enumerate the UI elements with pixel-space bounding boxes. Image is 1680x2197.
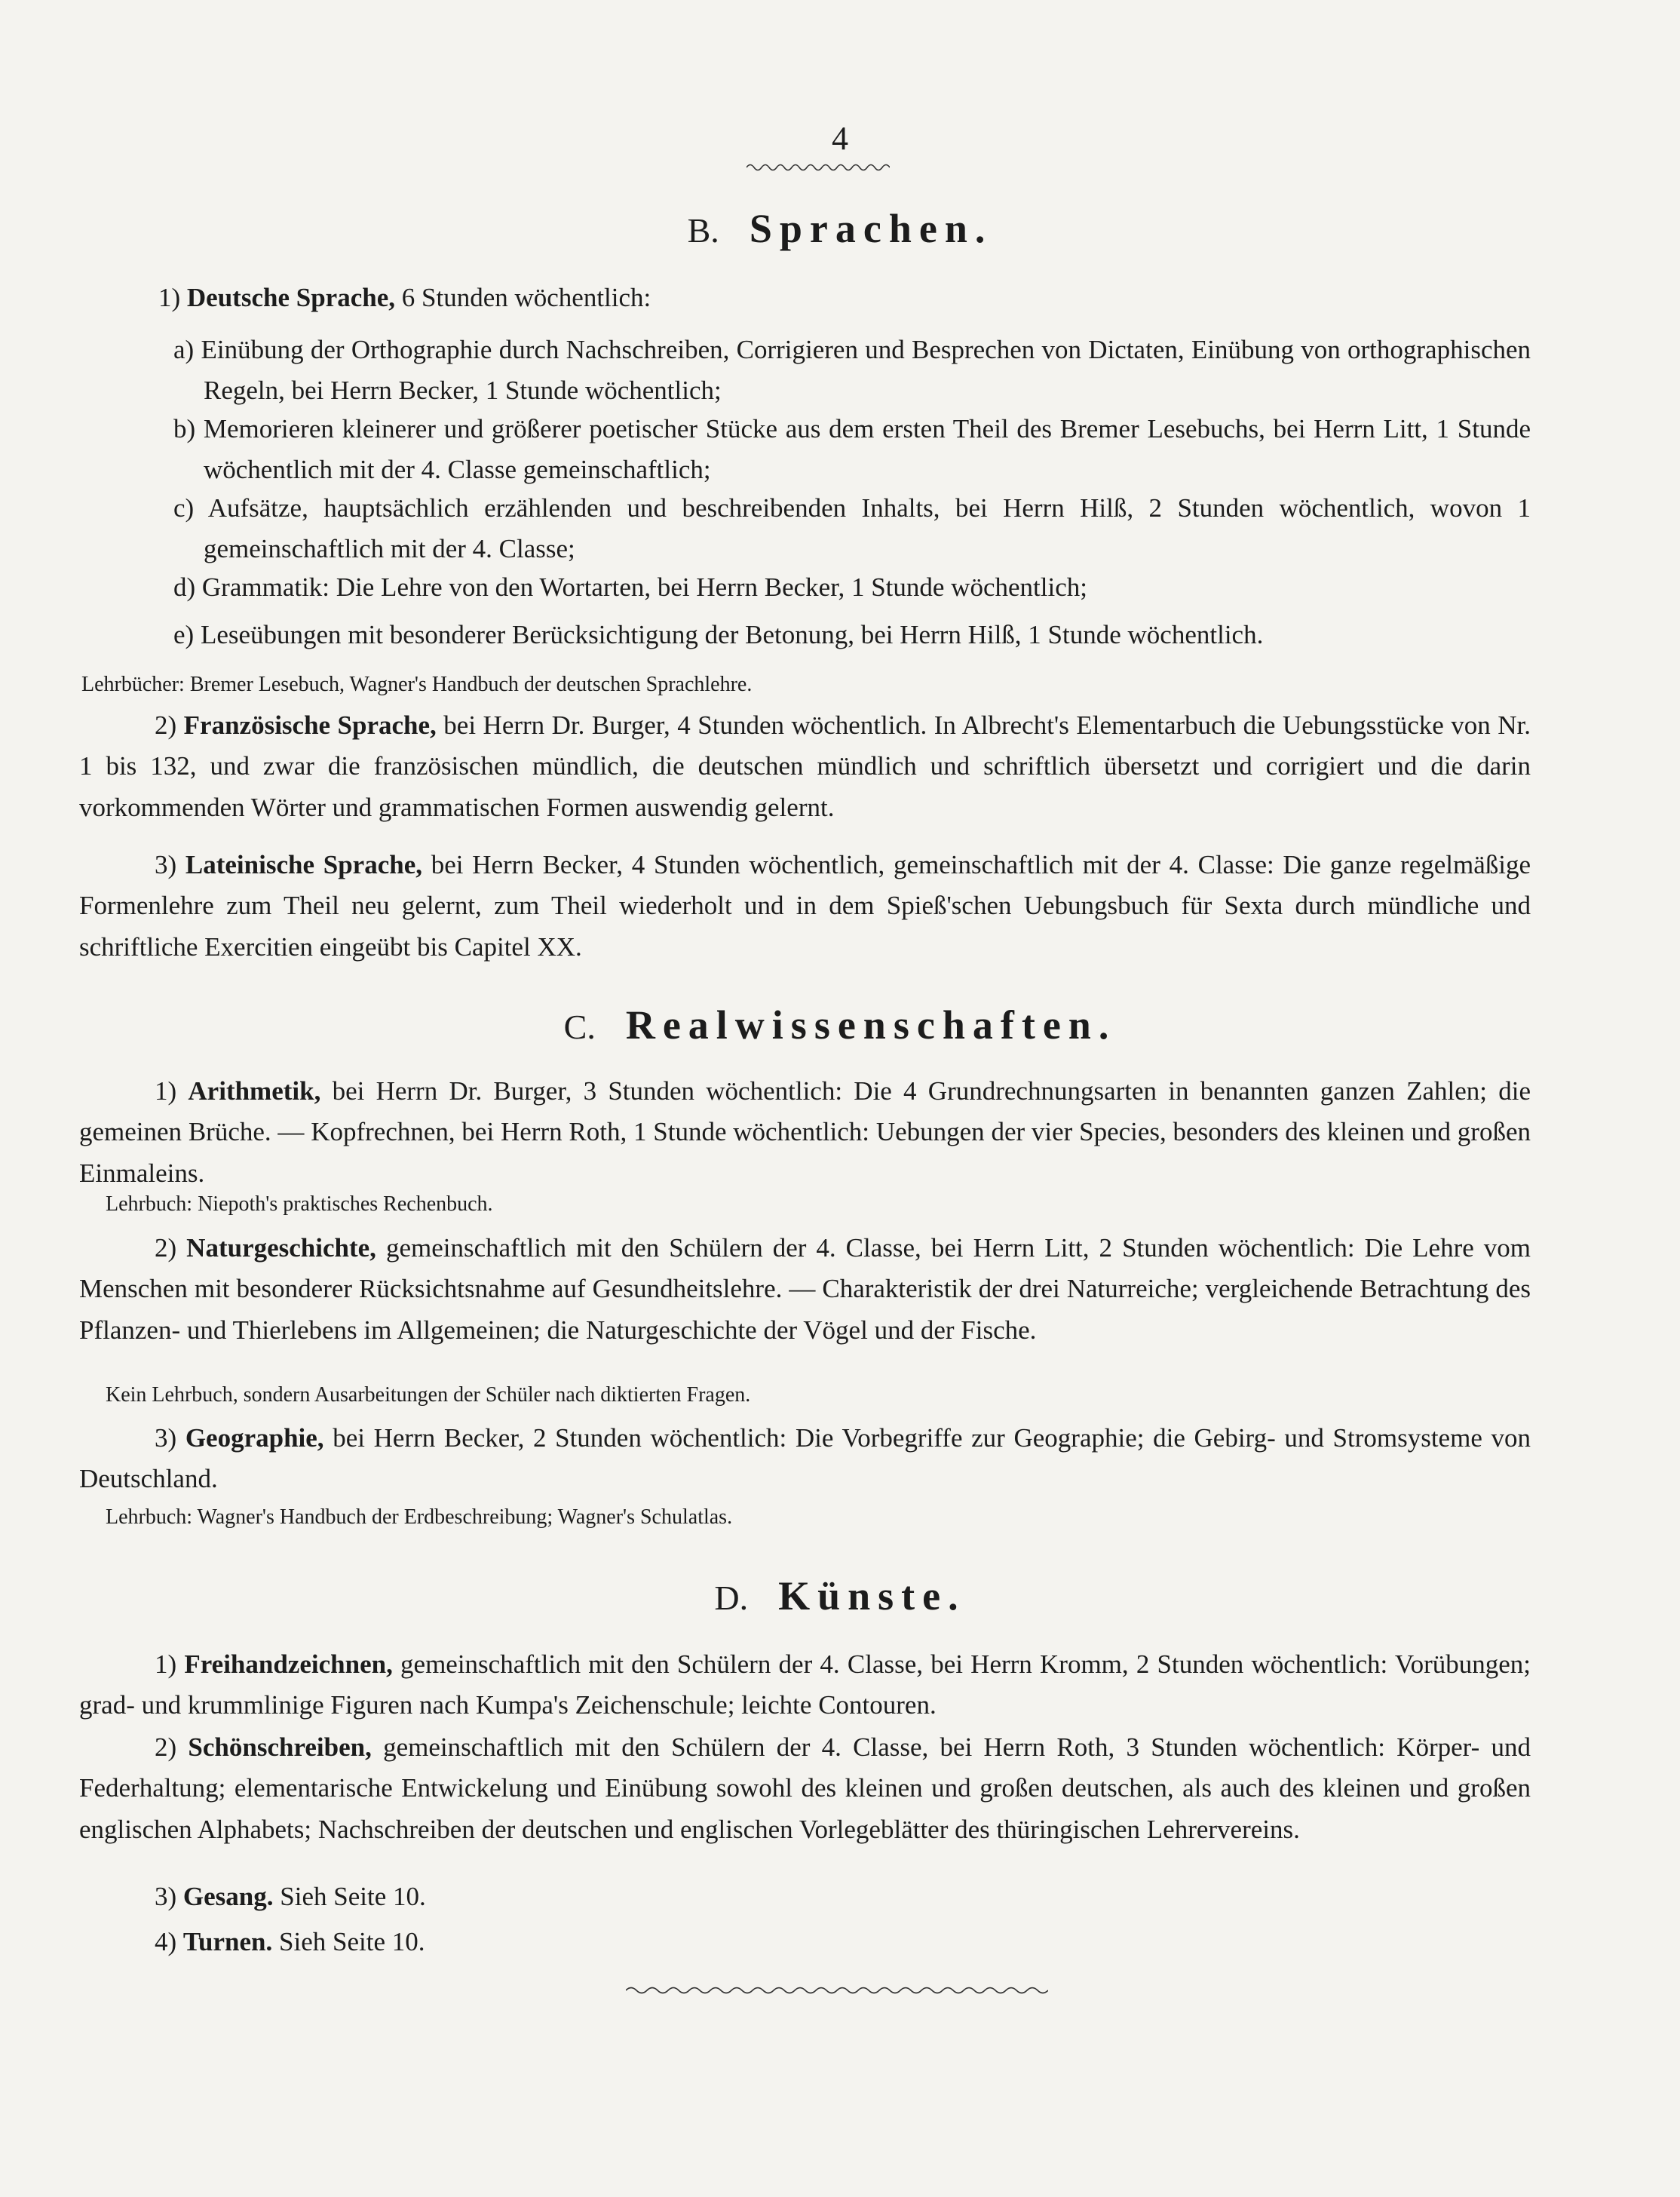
item-text: gemeinschaftlich mit den Schülern der 4. Classe, bei Herrn Litt, 2 Stunden wöchentlich: Die Lehre vom Menschen mit besonderer Rücksichtsnahme auf Gesundheitslehre. — Charakteristik der drei Naturreiche; vergleichende Betrachtung des Pflanzen- und Thierlebens im Allgemeinen; die Naturgeschichte der Vögel und der Fische. (79, 1233, 1531, 1345)
item-heading: Naturgeschichte, (186, 1233, 376, 1263)
item-number: 1) (155, 1649, 177, 1679)
item-franzoesische-sprache (79, 705, 1531, 828)
section-heading-d (0, 1565, 1680, 1628)
ornament-rule (746, 162, 890, 173)
item-text: 6 Stunden wöchentlich: (395, 283, 651, 312)
sub-label: b) (173, 414, 196, 443)
item-number: 2) (155, 710, 177, 740)
item-heading: Deutsche Sprache, (186, 283, 395, 312)
item-number: 2) (155, 1732, 177, 1762)
item-text: gemeinschaftlich mit den Schülern der 4. Classe, bei Herrn Roth, 3 Stunden wöchentlich: Körper- und Federhaltung; elementarische Entwickelung und Einübung sowohl des kleinen und großen deutschen, als auch des kleinen und großen englischen Alphabets; Nachschreiben der deutschen und englischen Vorlegeblätter des thüringischen Lehrervereins. (79, 1732, 1531, 1844)
section-letter: C. (563, 1008, 596, 1046)
item-freihandzeichnen (79, 1644, 1531, 1726)
section-title: Künste. (778, 1573, 966, 1619)
item-number: 3) (155, 1882, 177, 1911)
item-deutsche-sprache (158, 278, 1610, 318)
closing-ornament-rule (626, 1985, 1048, 1996)
page-number: 4 (832, 120, 848, 157)
sub-label: e) (173, 620, 195, 649)
sub-text: Einübung der Orthographie durch Nachschreiben, Corrigieren und Besprechen von Dictaten, Einübung von orthographischen Regeln, bei Herrn Becker, 1 Stunde wöchentlich; (201, 335, 1531, 406)
sub-text: Leseübungen mit besonderer Berücksichtigung der Betonung, bei Herrn Hilß, 1 Stunde wöchentlich. (200, 620, 1264, 649)
item-text: Sieh Seite 10. (272, 1927, 425, 1956)
item-text: bei Herrn Dr. Burger, 3 Stunden wöchentlich: Die 4 Grundrechnungsarten in benannten ganzen Zahlen; die gemeinen Brüche. — Kopfrechnen, bei Herrn Roth, 1 Stunde wöchentlich: Uebungen der vier Species, besonders des kleinen und großen Einmaleins. (79, 1076, 1531, 1188)
sub-label: d) (173, 572, 196, 602)
sub-item-e (173, 615, 1531, 655)
item-heading: Gesang. (182, 1882, 274, 1911)
sub-text: Grammatik: Die Lehre von den Wortarten, bei Herrn Becker, 1 Stunde wöchentlich; (201, 572, 1087, 602)
section-letter: B. (687, 211, 719, 250)
item-heading: Arithmetik, (188, 1076, 321, 1106)
item-turnen (79, 1922, 1531, 1962)
sub-item-c (173, 488, 1531, 570)
textbooks-deutsch: Lehrbücher: Bremer Lesebuch, Wagner's Handbuch der deutschen Sprachlehre. (81, 673, 753, 696)
textbook-arithmetik: Lehrbuch: Niepoth's praktisches Rechenbuch. (106, 1192, 493, 1216)
item-heading: Schönschreiben, (188, 1732, 372, 1762)
item-heading: Geographie, (185, 1423, 324, 1453)
item-text: bei Herrn Dr. Burger, 4 Stunden wöchentlich. In Albrecht's Elementarbuch die Uebungsstücke von Nr. 1 bis 132, und zwar die französischen mündlich, die deutschen mündlich und schriftlich übersetzt und corrigiert und die darin vorkommenden Wörter und grammatischen Formen auswendig gelernt. (79, 710, 1531, 822)
item-text: Sieh Seite 10. (273, 1882, 426, 1911)
item-heading: Lateinische Sprache, (185, 850, 422, 879)
section-letter: D. (714, 1579, 749, 1617)
item-gesang (79, 1876, 1531, 1917)
sub-item-b (173, 409, 1531, 491)
section-heading-c (0, 994, 1680, 1057)
sub-label: a) (173, 335, 195, 364)
sub-label: c) (173, 493, 195, 523)
sub-text: Memorieren kleinerer und größerer poetischer Stücke aus dem ersten Theil des Bremer Lesebuchs, bei Herrn Litt, 1 Stunde wöchentlich mit der 4. Classe gemeinschaftlich; (203, 414, 1531, 485)
item-heading: Freihandzeichnen, (184, 1649, 393, 1679)
item-number: 3) (155, 1423, 177, 1453)
item-number: 3) (155, 850, 177, 879)
section-heading-b (0, 198, 1680, 261)
sub-item-a (173, 330, 1531, 412)
item-number: 2) (155, 1233, 177, 1263)
item-number: 4) (155, 1927, 177, 1956)
section-title: Sprachen. (749, 206, 993, 251)
item-text: bei Herrn Becker, 2 Stunden wöchentlich: Die Vorbegriffe zur Geographie; die Gebirg- und Stromsysteme von Deutschland. (79, 1423, 1531, 1494)
item-text: gemeinschaftlich mit den Schülern der 4. Classe, bei Herrn Kromm, 2 Stunden wöchentlich: Vorübungen; grad- und krummlinige Figuren nach Kumpa's Zeichenschule; leichte Contouren. (79, 1649, 1531, 1720)
item-number: 1) (158, 283, 181, 312)
item-number: 1) (155, 1076, 177, 1106)
item-naturgeschichte (79, 1228, 1531, 1351)
item-heading: Turnen. (182, 1927, 273, 1956)
section-title: Realwissenschaften. (625, 1002, 1117, 1048)
textbook-naturgeschichte: Kein Lehrbuch, sondern Ausarbeitungen der Schüler nach diktierten Fragen. (106, 1383, 751, 1407)
sub-text: Aufsätze, hauptsächlich erzählenden und beschreibenden Inhalts, bei Herrn Hilß, 2 Stunden wöchentlich, wovon 1 gemeinschaftlich mit der 4. Classe; (204, 493, 1531, 564)
textbook-geographie: Lehrbuch: Wagner's Handbuch der Erdbeschreibung; Wagner's Schulatlas. (106, 1505, 733, 1529)
item-text: bei Herrn Becker, 4 Stunden wöchentlich, gemeinschaftlich mit der 4. Classe: Die ganze regelmäßige Formenlehre zum Theil neu gelernt, zum Theil wiederholt und in dem Spieß'schen Uebungsbuch für Sexta durch mündliche und schriftliche Exercitien eingeübt bis Capitel XX. (79, 850, 1531, 962)
item-schoenschreiben (79, 1727, 1531, 1850)
item-arithmetik (79, 1071, 1531, 1194)
item-heading: Französische Sprache, (183, 710, 437, 740)
item-geographie (79, 1418, 1531, 1500)
sub-item-d (173, 567, 1531, 608)
item-lateinische-sprache (79, 845, 1531, 968)
